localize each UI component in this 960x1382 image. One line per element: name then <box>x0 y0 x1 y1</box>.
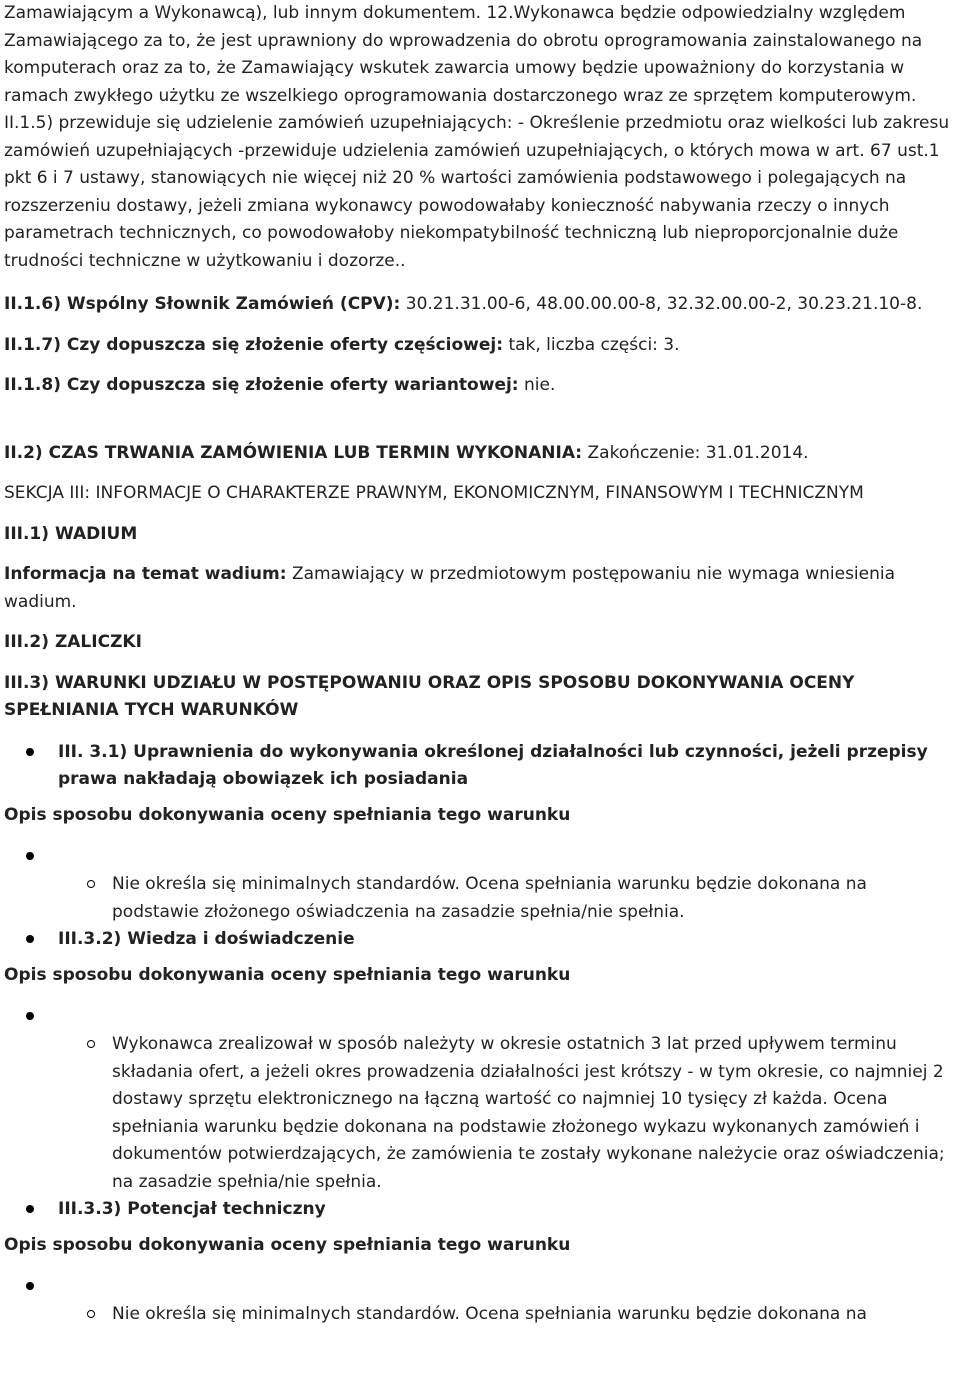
bullet-icon <box>26 1012 34 1020</box>
variant-offer-label: II.1.8) Czy dopuszcza się złożenie oferty wariantowej: <box>4 375 519 395</box>
duration-line <box>4 440 956 468</box>
opis-label-3 <box>4 1232 956 1260</box>
document <box>4 0 956 1329</box>
variant-offer-line <box>4 372 956 400</box>
cpv-value: 30.21.31.00-6, 48.00.00.00-8, 32.32.00.00-2, 30.23.21.10-8. <box>400 294 923 314</box>
sublist-2 <box>4 1031 956 1196</box>
condition-list-3 <box>4 1196 956 1224</box>
condition-item-3 <box>4 1196 956 1224</box>
empty-bullet-2 <box>4 999 956 1031</box>
opis-label-2 <box>4 962 956 990</box>
condition-title-1: III. 3.1) Uprawnienia do wykonywania określonej działalności lub czynności, jeżeli przepisy prawa nakładają obowiązek ich posiadania <box>58 741 928 789</box>
variant-offer-value: nie. <box>518 375 556 395</box>
opis-label-text-1: Opis sposobu dokonywania oceny spełniania tego warunku <box>4 804 571 825</box>
cpv-line <box>4 291 956 319</box>
bullet-icon <box>26 852 34 860</box>
bullet-icon <box>26 748 34 756</box>
condition-item-2 <box>4 926 956 954</box>
duration-label: II.2) CZAS TRWANIA ZAMÓWIENIA LUB TERMIN WYKONANIA: <box>4 442 583 463</box>
intro-paragraph: Zamawiającym a Wykonawcą), lub innym dokumentem. 12.Wykonawca będzie odpowiedzialny względem Zamawiającego za to, że jest uprawniony do wprowadzenia do obrotu oprogramowania zainstalowanego na komputerach oraz za to, że Zamawiający wskutek zawarcia umowy będzie upoważniony do korzystania w ramach zwykłego użytku ze wszelkiego oprogramowania dostarczonego wraz ze sprzętem komputerowym. II.1.5) przewiduje się udzielenie zamówień uzupełniających: - Określenie przedmiotu oraz wielkości lub zakresu zamówień uzupełniających -przewiduje udzielenia zamówień uzupełniających, o których mowa w art. 67 ust.1 pkt 6 i 7 ustawy, stanowiących nie więcej niż 20 % wartości zamówienia podstawowego i polegających na rozszerzeniu dostawy, jeżeli zmiana wykonawcy powodowałaby konieczność nabywania rzeczy o innych parametrach technicznych, co powodowałoby niekompatybilność techniczną lub nieproporcjonalnie duże trudności techniczne w użytkowaniu i dozorze.. <box>4 3 950 271</box>
opis-label-text-3: Opis sposobu dokonywania oceny spełniania tego warunku <box>4 1234 571 1255</box>
duration-value: Zakończenie: 31.01.2014. <box>582 442 809 463</box>
wadium-heading-text: III.1) WADIUM <box>4 523 138 544</box>
zaliczki-heading <box>4 629 956 657</box>
condition-text-2: Wykonawca zrealizował w sposób należyty w okresie ostatnich 3 lat przed upływem terminu składania ofert, a jeżeli okres prowadzenia działalności jest krótszy - w tym okresie, co najmniej 2 dostawy sprzętu elektronicznego na łączną wartość co najmniej 10 tysięcy zł każda. Ocena spełniania warunku będzie dokonana na podstawie złożonego wykazu wykonanych zamówień i dokumentów potwierdzających, że zamówienia te zostały wykonane należycie oraz oświadczenia; na zasadzie spełnia/nie spełnia. <box>112 1034 945 1192</box>
empty-bullet-3 <box>4 1269 956 1301</box>
condition-title-2: III.3.2) Wiedza i doświadczenie <box>58 929 355 949</box>
partial-offer-label: II.1.7) Czy dopuszcza się złożenie oferty częściowej: <box>4 334 504 355</box>
circle-bullet-icon <box>87 880 95 888</box>
empty-bullet-1 <box>4 839 956 871</box>
condition-title-3: III.3.3) Potencjał techniczny <box>58 1199 326 1219</box>
circle-bullet-icon <box>87 1310 95 1318</box>
partial-offer-value: tak, liczba części: 3. <box>503 334 680 355</box>
condition-text-item-2 <box>4 1031 956 1196</box>
circle-bullet-icon <box>87 1040 95 1048</box>
wadium-heading <box>4 521 956 549</box>
cpv-label: II.1.6) Wspólny Słownik Zamówień (CPV): <box>4 294 401 314</box>
opis-label-text-2: Opis sposobu dokonywania oceny spełniania tego warunku <box>4 964 571 985</box>
bullet-icon <box>26 1205 34 1213</box>
bullet-icon <box>26 1282 34 1290</box>
partial-offer-line <box>4 332 956 360</box>
condition-list-2 <box>4 926 956 954</box>
sublist-1 <box>4 871 956 926</box>
condition-text-item-3 <box>4 1301 956 1329</box>
opis-label-1 <box>4 802 956 830</box>
bullet-icon <box>26 935 34 943</box>
warunki-heading <box>4 670 956 725</box>
condition-text-3: Nie określa się minimalnych standardów. Ocena spełniania warunku będzie dokonana na <box>112 1304 867 1324</box>
wadium-info <box>4 561 956 616</box>
section3-title: SEKCJA III: INFORMACJE O CHARAKTERZE PRAWNYM, EKONOMICZNYM, FINANSOWYM I TECHNICZNYM <box>4 483 864 503</box>
condition-text-item-1 <box>4 871 956 926</box>
sublist-3 <box>4 1301 956 1329</box>
warunki-heading-text: III.3) WARUNKI UDZIAŁU W POSTĘPOWANIU ORAZ OPIS SPOSOBU DOKONYWANIA OCENY SPEŁNIANIA TYCH WARUNKÓW <box>4 672 855 720</box>
zaliczki-heading-text: III.2) ZALICZKI <box>4 632 142 652</box>
condition-item-1 <box>4 739 956 794</box>
condition-text-1: Nie określa się minimalnych standardów. Ocena spełniania warunku będzie dokonana na podstawie złożonego oświadczenia na zasadzie spełnia/nie spełnia. <box>112 874 867 922</box>
condition-list-1 <box>4 739 956 794</box>
wadium-info-label: Informacja na temat wadium: <box>4 564 287 584</box>
wadium-info-value: Zamawiający w przedmiotowym postępowaniu nie wymaga wniesienia wadium. <box>4 564 896 612</box>
